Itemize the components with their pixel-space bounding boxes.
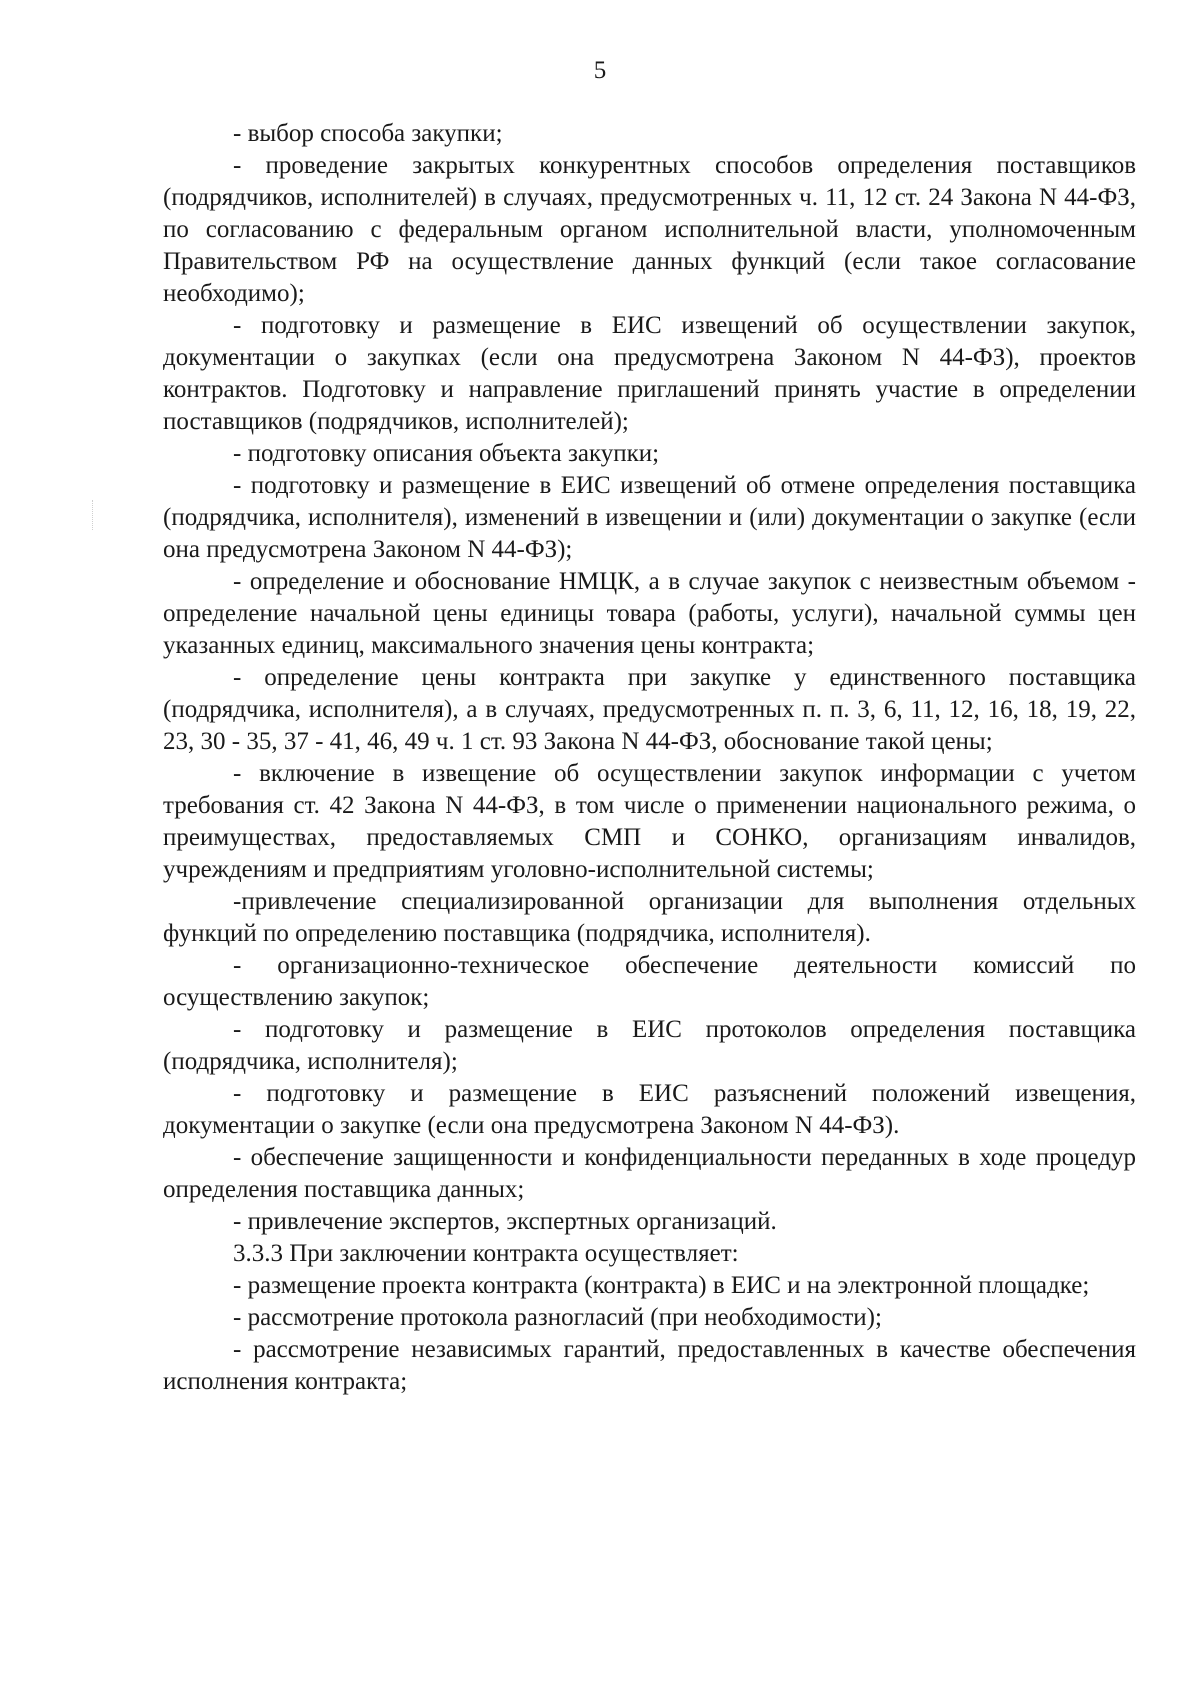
- paragraph: - привлечение экспертов, экспертных организаций.: [233, 1208, 777, 1235]
- paragraph: - определение цены контракта при закупке у единственного поставщика (подрядчика, исполнителя), а в случаях, предусмотренных п. п. 3, 6, 11, 12, 16, 18, 19, 22, 23, 30 - 35, 37 - 41, 46, 49 ч. 1 ст. 93 Закона N 44-ФЗ, обоснование такой цены;: [163, 664, 1136, 755]
- paragraph: - размещение проекта контракта (контракта) в ЕИС и на электронной площадке;: [233, 1272, 1090, 1299]
- paragraph: -привлечение специализированной организации для выполнения отдельных функций по определению поставщика (подрядчика, исполнителя).: [163, 888, 1136, 947]
- paragraph: - подготовку и размещение в ЕИС извещений об осуществлении закупок, документации о закупках (если она предусмотрена Законом N 44-ФЗ), проектов контрактов. Подготовку и направление приглашений принять участие в определении поставщиков (подрядчиков, исполнителей);: [163, 312, 1136, 435]
- paragraph: - подготовку и размещение в ЕИС извещений об отмене определения поставщика (подрядчика, исполнителя), изменений в извещении и (или) документации о закупке (если она предусмотрена Законом N 44-ФЗ);: [163, 472, 1136, 563]
- paragraph: - определение и обоснование НМЦК, а в случае закупок с неизвестным объемом - определение начальной цены единицы товара (работы, услуги), начальной суммы цен указанных единиц, максимального значения цены контракта;: [163, 568, 1136, 659]
- paragraph: - подготовку и размещение в ЕИС протоколов определения поставщика (подрядчика, исполнителя);: [163, 1016, 1136, 1075]
- paragraph: - рассмотрение независимых гарантий, предоставленных в качестве обеспечения исполнения контракта;: [163, 1336, 1136, 1395]
- paragraph: - рассмотрение протокола разногласий (при необходимости);: [233, 1304, 882, 1331]
- paragraph: - подготовку описания объекта закупки;: [233, 440, 660, 467]
- paragraph: - включение в извещение об осуществлении закупок информации с учетом требования ст. 42 Закона N 44-ФЗ, в том числе о применении национального режима, о преимуществах, предоставляемых СМП и СОНКО, организациям инвалидов, учреждениям и предприятиям уголовно-исполнительной системы;: [163, 760, 1136, 883]
- scan-edge-mark: [92, 500, 97, 530]
- paragraph: - выбор способа закупки;: [233, 120, 503, 147]
- paragraph: - проведение закрытых конкурентных способов определения поставщиков (подрядчиков, исполнителей) в случаях, предусмотренных ч. 11, 12 ст. 24 Закона N 44-ФЗ, по согласованию с федеральным органом исполнительной власти, уполномоченным Правительством РФ на осуществление данных функций (если такое согласование необходимо);: [163, 152, 1136, 307]
- paragraph: - обеспечение защищенности и конфиденциальности переданных в ходе процедур определения поставщика данных;: [163, 1144, 1136, 1203]
- section-heading: 3.3.3 При заключении контракта осуществляет:: [233, 1240, 739, 1267]
- document-body: [163, 118, 1136, 1398]
- paragraph: - организационно-техническое обеспечение деятельности комиссий по осуществлению закупок;: [163, 952, 1136, 1011]
- paragraph: - подготовку и размещение в ЕИС разъяснений положений извещения, документации о закупке (если она предусмотрена Законом N 44-ФЗ).: [163, 1080, 1136, 1139]
- page-number: 5: [593, 57, 607, 84]
